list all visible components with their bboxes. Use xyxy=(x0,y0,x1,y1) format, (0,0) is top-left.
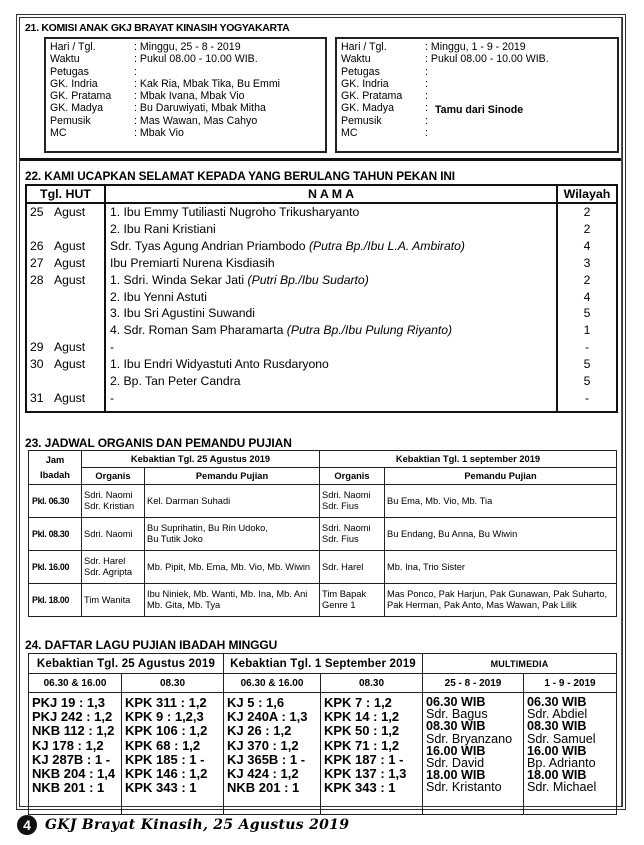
month: Agust xyxy=(54,390,86,405)
section-divider xyxy=(20,158,621,161)
birthday-row xyxy=(26,221,617,238)
cell-line: Bu Suprihatin, Bu Rin Udoko, xyxy=(147,523,268,533)
wilayah: 4 xyxy=(557,289,617,306)
wilayah: 5 xyxy=(557,305,617,322)
info-value: : Minggu, 25 - 8 - 2019 xyxy=(134,41,241,53)
song-column xyxy=(321,693,423,815)
birthday-row xyxy=(26,339,617,356)
song-item: PKJ 242 : 1,2 xyxy=(32,709,113,725)
cell-line: Genre 1 xyxy=(322,600,356,610)
multimedia-operator: Sdr. Samuel xyxy=(527,731,596,746)
day: 27 xyxy=(30,255,44,270)
parent-note: (Putri Bp./Ibu Sudarto) xyxy=(247,272,369,287)
page-footer xyxy=(17,815,349,835)
info-row xyxy=(50,66,325,78)
day: 28 xyxy=(30,272,44,287)
col-header-organis-1: Organis xyxy=(82,468,145,485)
cell-line: Mb. Pipit, Mb. Ema, Mb. Vio, Mb. Wiwin xyxy=(147,561,311,572)
footer-text: GKJ Brayat Kinasih, 25 Agustus 2019 xyxy=(45,817,350,833)
info-value: : xyxy=(425,114,428,127)
wilayah: 2 xyxy=(557,221,617,238)
song-item: NKB 112 : 1,2 xyxy=(32,723,115,739)
birthday-name xyxy=(105,221,557,238)
song-column xyxy=(122,693,224,815)
info-label: Hari / Tgl. xyxy=(50,41,96,53)
info-value: : xyxy=(134,65,137,78)
worship-leader-cell xyxy=(385,551,617,584)
info-label: GK. Indria xyxy=(50,77,98,90)
sub-header: 08.30 xyxy=(122,674,224,693)
song-item: KPK 343 : 1 xyxy=(125,780,197,796)
birthday-row xyxy=(26,255,617,272)
song-item: KPK 9 : 1,2,3 xyxy=(125,709,204,725)
wilayah: 4 xyxy=(557,238,617,255)
cell-line: Ibu Niniek, Mb. Wanti, Mb. Ina, Mb. Ani xyxy=(147,589,308,599)
person-name: 3. Ibu Sri Agustini Suwandi xyxy=(110,306,255,321)
song-item: KPK 50 : 1,2 xyxy=(324,723,400,739)
song-item: KJ 424 : 1,2 xyxy=(227,766,299,782)
day: 30 xyxy=(30,357,44,372)
person-name: 4. Sdr. Roman Sam Pharamarta xyxy=(110,323,287,338)
cell-line: Sdr. Fius xyxy=(322,501,359,511)
service-time: Pkl. 18.00 xyxy=(29,584,82,617)
info-value: : xyxy=(425,102,428,115)
info-value: : Minggu, 1 - 9 - 2019 xyxy=(425,41,526,53)
song-item: KPK 71 : 1,2 xyxy=(324,737,400,753)
info-row xyxy=(50,41,325,53)
person-name: 2. Ibu Rani Kristiani xyxy=(110,221,216,236)
col-header-service-2: Kebaktian Tgl. 1 september 2019 xyxy=(320,451,617,468)
col-header-name: N A M A xyxy=(105,185,557,203)
col-header-service-2: Kebaktian Tgl. 1 September 2019 xyxy=(224,654,423,674)
person-name: Sdr. Tyas Agung Andrian Priambodo xyxy=(110,238,309,253)
multimedia-operator: Sdr. David xyxy=(426,756,485,771)
service-time: Pkl. 06.30 xyxy=(29,485,82,518)
month: Agust xyxy=(54,340,86,355)
multimedia-column xyxy=(423,693,524,815)
col-header-pemandu-1: Pemandu Pujian xyxy=(145,468,320,485)
song-item: KPK 311 : 1,2 xyxy=(125,695,207,710)
song-item: KJ 5 : 1,6 xyxy=(227,695,285,710)
sub-header: 1 - 9 - 2019 xyxy=(524,674,617,693)
birthday-name xyxy=(105,272,557,289)
info-value: : Mbak Vio xyxy=(134,127,184,140)
section-22-title: 22. KAMI UCAPKAN SELAMAT KEPADA YANG BERULANG TAHUN PEKAN INI xyxy=(25,169,455,183)
birthday-name xyxy=(105,339,557,356)
info-row xyxy=(341,115,617,127)
day: 25 xyxy=(30,205,44,219)
schedule-row xyxy=(29,584,617,617)
song-item: KJ 240A : 1,3 xyxy=(227,709,308,725)
info-row xyxy=(341,127,617,139)
cell-line: Bu Tutik Joko xyxy=(147,534,203,544)
tamu-note: Tamu dari Sinode xyxy=(435,104,524,116)
worship-leader-cell xyxy=(385,584,617,617)
wilayah: 5 xyxy=(557,356,617,373)
worship-leader-cell xyxy=(385,518,617,551)
info-label: Petugas xyxy=(50,65,89,78)
cell-line: Sdr. Agripta xyxy=(84,567,133,577)
birthday-date xyxy=(26,255,105,272)
col-header-pemandu-2: Pemandu Pujian xyxy=(385,468,617,485)
organist-cell xyxy=(320,518,385,551)
col-header-multimedia: MULTIMEDIA xyxy=(423,654,617,674)
month: Agust xyxy=(54,357,86,372)
page-number-badge: 4 xyxy=(17,815,37,835)
cell-line: Bu Endang, Bu Anna, Bu Wiwin xyxy=(387,528,518,539)
wilayah: 3 xyxy=(557,255,617,272)
worship-leader-cell xyxy=(145,518,320,551)
cell-line: Tim Wanita xyxy=(84,594,131,605)
info-row xyxy=(50,78,325,90)
sub-header: 08.30 xyxy=(321,674,423,693)
birthday-row xyxy=(26,289,617,306)
sub-header: 06.30 & 16.00 xyxy=(29,674,122,693)
organist-cell xyxy=(82,584,145,617)
song-item: KJ 370 : 1,2 xyxy=(227,737,299,753)
multimedia-time: 18.00 WIB xyxy=(426,768,486,783)
info-row xyxy=(341,53,617,65)
birthday-name xyxy=(105,238,557,255)
col-header-organis-2: Organis xyxy=(320,468,385,485)
song-item: KPK 146 : 1,2 xyxy=(125,766,208,782)
info-row xyxy=(341,41,617,53)
cell-line: Sdr. Harel xyxy=(322,561,364,572)
info-value: : xyxy=(425,127,428,140)
birthday-row xyxy=(26,390,617,412)
page-frame xyxy=(16,14,626,810)
info-label: GK. Madya xyxy=(341,102,394,115)
section-21-title: 21. KOMISI ANAK GKJ BRAYAT KINASIH YOGYAKARTA xyxy=(25,22,290,34)
komisi-anak-box-1-sep xyxy=(335,37,619,153)
birthday-date xyxy=(26,373,105,390)
schedule-row xyxy=(29,551,617,584)
birthday-row xyxy=(26,238,617,255)
multimedia-operator: Sdr. Abdiel xyxy=(527,707,588,722)
day: 31 xyxy=(30,390,44,405)
parent-note: (Putra Bp./Ibu L.A. Ambirato) xyxy=(308,238,465,253)
birthday-date xyxy=(26,305,105,322)
organist-cell xyxy=(320,551,385,584)
multimedia-column xyxy=(524,693,617,815)
song-item: KPK 68 : 1,2 xyxy=(125,737,201,753)
info-label: Pemusik xyxy=(341,114,382,127)
song-item: KPK 106 : 1,2 xyxy=(125,723,208,739)
info-value: : Bu Daruwiyati, Mbak Mitha xyxy=(134,102,266,115)
song-item: KJ 178 : 1,2 xyxy=(32,737,104,753)
song-column xyxy=(224,693,321,815)
organist-schedule-table xyxy=(28,450,617,617)
wilayah: - xyxy=(557,390,617,412)
song-item: PKJ 19 : 1,3 xyxy=(32,695,105,710)
cell-line: Sdr. Harel xyxy=(84,556,126,566)
birthday-date xyxy=(26,221,105,238)
wilayah: 1 xyxy=(557,322,617,339)
organist-cell xyxy=(82,485,145,518)
service-time: Pkl. 08.30 xyxy=(29,518,82,551)
multimedia-time: 08.30 WIB xyxy=(527,719,587,734)
info-label: Hari / Tgl. xyxy=(341,41,387,53)
song-item: NKB 201 : 1 xyxy=(227,780,300,796)
sub-header: 06.30 & 16.00 xyxy=(224,674,321,693)
info-label: Petugas xyxy=(341,65,380,78)
multimedia-time: 06.30 WIB xyxy=(527,695,587,709)
cell-line: Bu Ema, Mb. Vio, Mb. Tia xyxy=(387,495,493,506)
song-item: KPK 137 : 1,3 xyxy=(324,766,407,782)
schedule-row xyxy=(29,485,617,518)
schedule-row xyxy=(29,518,617,551)
section-23-title: 23. JADWAL ORGANIS DAN PEMANDU PUJIAN xyxy=(25,436,292,450)
birthday-date xyxy=(26,272,105,289)
info-row xyxy=(50,127,325,139)
song-item: KPK 7 : 1,2 xyxy=(324,695,392,710)
info-row xyxy=(50,102,325,114)
birthday-date xyxy=(26,322,105,339)
cell-line: Mas Ponco, Pak Harjun, Pak Gunawan, Pak Suharto, xyxy=(387,589,608,599)
info-value: : Kak Ria, Mbak Tika, Bu Emmi xyxy=(134,77,280,90)
birthday-row xyxy=(26,373,617,390)
birthday-name xyxy=(105,390,557,412)
info-label: MC xyxy=(341,127,358,140)
cell-line: Tim Bapak xyxy=(322,589,367,599)
info-row xyxy=(50,90,325,102)
person-name: - xyxy=(110,390,115,405)
birthday-date xyxy=(26,289,105,306)
multimedia-operator: Bp. Adrianto xyxy=(527,756,596,771)
info-row xyxy=(341,90,617,102)
info-label: Waktu xyxy=(50,53,80,66)
cell-line: Sdri. Naomi xyxy=(322,490,371,500)
birthday-row xyxy=(26,272,617,289)
month: Agust xyxy=(54,255,86,270)
info-row xyxy=(50,53,325,65)
worship-leader-cell xyxy=(145,485,320,518)
birthday-name xyxy=(105,203,557,221)
komisi-anak-box-25-aug xyxy=(44,37,327,153)
day: 26 xyxy=(30,238,44,253)
info-value: : Pukul 08.00 - 10.00 WIB. xyxy=(134,53,258,66)
song-item: NKB 201 : 1 xyxy=(32,780,105,796)
multimedia-time: 16.00 WIB xyxy=(426,743,486,758)
sub-header: 25 - 8 - 2019 xyxy=(423,674,524,693)
birthday-date xyxy=(26,339,105,356)
info-label: GK. Pratama xyxy=(341,90,403,103)
month: Agust xyxy=(54,205,86,219)
person-name: 2. Bp. Tan Peter Candra xyxy=(110,374,241,389)
info-label: GK. Pratama xyxy=(50,90,112,103)
song-item: KJ 287B : 1 - xyxy=(32,751,111,767)
info-label: GK. Indria xyxy=(341,77,389,90)
birthday-name xyxy=(105,255,557,272)
col-header-service-1: Kebaktian Tgl. 25 Agustus 2019 xyxy=(29,654,224,674)
song-column xyxy=(29,693,122,815)
cell-line: Kel. Darman Suhadi xyxy=(147,495,231,506)
person-name: Ibu Premiarti Nurena Kisdiasih xyxy=(110,255,275,270)
col-header-wilayah: Wilayah xyxy=(557,185,617,203)
service-time: Pkl. 16.00 xyxy=(29,551,82,584)
multimedia-time: 06.30 WIB xyxy=(426,695,486,709)
info-label: GK. Madya xyxy=(50,102,103,115)
birthday-table xyxy=(25,184,618,413)
song-item: KPK 343 : 1 xyxy=(324,780,396,796)
info-value: : xyxy=(425,90,428,103)
song-item: KPK 187 : 1 - xyxy=(324,751,404,767)
day: 29 xyxy=(30,340,44,355)
birthday-name xyxy=(105,289,557,306)
col-header-jam: Jam Ibadah xyxy=(29,451,82,485)
song-item: NKB 204 : 1,4 xyxy=(32,766,116,782)
song-item: KPK 185 : 1 - xyxy=(125,751,205,767)
cell-line: Sdri. Naomi xyxy=(322,523,371,533)
info-label: Pemusik xyxy=(50,114,91,127)
birthday-date xyxy=(26,390,105,412)
cell-line: Sdri. Naomi xyxy=(84,490,133,500)
info-row xyxy=(341,78,617,90)
birthday-name xyxy=(105,356,557,373)
info-label: Waktu xyxy=(341,53,371,66)
birthday-row xyxy=(26,305,617,322)
birthday-name xyxy=(105,322,557,339)
organist-cell xyxy=(320,485,385,518)
section-24-title: 24. DAFTAR LAGU PUJIAN IBADAH MINGGU xyxy=(25,638,278,652)
multimedia-time: 18.00 WIB xyxy=(527,768,587,783)
month: Agust xyxy=(54,238,86,253)
cell-line: Mb. Ina, Trio Sister xyxy=(387,561,466,572)
organist-cell xyxy=(82,551,145,584)
wilayah: 5 xyxy=(557,373,617,390)
parent-note: (Putra Bp./Ibu Pulung Riyanto) xyxy=(286,323,453,338)
col-header-service-1: Kebaktian Tgl. 25 Agustus 2019 xyxy=(82,451,320,468)
multimedia-operator: Sdr. Bagus xyxy=(426,707,488,722)
wilayah: 2 xyxy=(557,203,617,221)
multimedia-operator: Sdr. Kristanto xyxy=(426,780,502,795)
worship-leader-cell xyxy=(145,551,320,584)
info-value: : Mas Wawan, Mas Cahyo xyxy=(134,114,258,127)
cell-line: Mb. Gita, Mb. Tya xyxy=(147,600,221,610)
birthday-date xyxy=(26,238,105,255)
multimedia-operator: Sdr. Michael xyxy=(527,780,597,795)
birthday-row xyxy=(26,203,617,221)
multimedia-time: 16.00 WIB xyxy=(527,743,587,758)
info-value: : Mbak Ivana, Mbak Vio xyxy=(134,90,245,103)
birthday-date xyxy=(26,203,105,221)
wilayah: - xyxy=(557,339,617,356)
song-item: KPK 14 : 1,2 xyxy=(324,709,400,725)
info-value: : Pukul 08.00 - 10.00 WIB. xyxy=(425,53,549,66)
birthday-row xyxy=(26,356,617,373)
person-name: 1. Ibu Emmy Tutiliasti Nugroho Trikusharyanto xyxy=(110,205,360,219)
organist-cell xyxy=(82,518,145,551)
person-name: - xyxy=(110,340,115,355)
worship-leader-cell xyxy=(145,584,320,617)
song-item: KJ 365B : 1 - xyxy=(227,751,306,767)
info-value: : xyxy=(425,65,428,78)
birthday-row xyxy=(26,322,617,339)
cell-line: Sdr. Kristian xyxy=(84,501,135,511)
info-row xyxy=(341,66,617,78)
cell-line: Sdr. Fius xyxy=(322,534,359,544)
birthday-date xyxy=(26,356,105,373)
cell-line: Sdri. Naomi xyxy=(84,528,133,539)
birthday-name xyxy=(105,305,557,322)
info-row xyxy=(50,115,325,127)
info-label: MC xyxy=(50,127,67,140)
person-name: 2. Ibu Yenni Astuti xyxy=(110,289,207,304)
wilayah: 2 xyxy=(557,272,617,289)
cell-line: Pak Herman, Pak Anto, Mas Wawan, Pak Lilik xyxy=(387,600,577,610)
col-header-date: Tgl. HUT xyxy=(26,185,105,203)
birthday-name xyxy=(105,373,557,390)
song-item: KJ 26 : 1,2 xyxy=(227,723,292,739)
person-name: 1. Sdri. Winda Sekar Jati xyxy=(110,272,248,287)
info-value: : xyxy=(425,77,428,90)
organist-cell xyxy=(320,584,385,617)
multimedia-operator: Sdr. Bryanzano xyxy=(426,731,513,746)
multimedia-time: 08.30 WIB xyxy=(426,719,486,734)
month: Agust xyxy=(54,272,86,287)
person-name: 1. Ibu Endri Widyastuti Anto Rusdaryono xyxy=(110,357,329,372)
song-list-table xyxy=(28,653,617,815)
worship-leader-cell xyxy=(385,485,617,518)
